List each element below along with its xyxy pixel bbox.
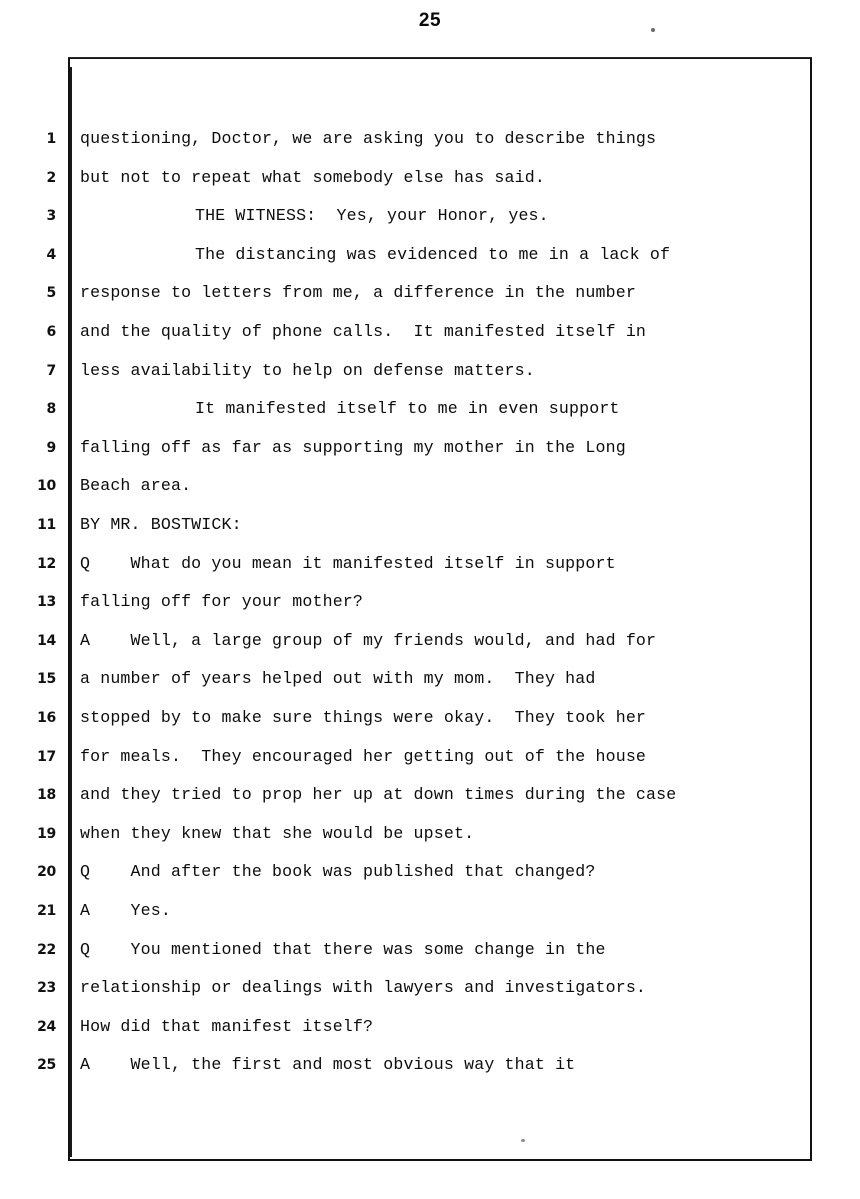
line-number: 5 bbox=[46, 285, 56, 302]
line-number: 13 bbox=[37, 594, 56, 611]
line-number: 6 bbox=[46, 324, 56, 340]
transcript-line: less availability to help on defense matters. bbox=[80, 360, 535, 380]
line-number: 23 bbox=[37, 980, 56, 997]
transcript-line: BY MR. BOSTWICK: bbox=[80, 515, 242, 534]
transcript-line: questioning, Doctor, we are asking you to describe things bbox=[80, 129, 657, 148]
line-number: 9 bbox=[46, 439, 56, 456]
transcript-line: falling off as far as supporting my mother in the Long bbox=[80, 437, 626, 457]
transcript-line: A Yes. bbox=[80, 901, 171, 920]
line-number: 21 bbox=[37, 903, 56, 919]
line-number: 17 bbox=[37, 748, 56, 765]
transcript-line: Q And after the book was published that changed? bbox=[80, 862, 596, 882]
page-number: 25 bbox=[418, 10, 442, 31]
transcript-line: a number of years helped out with my mom. They had bbox=[80, 669, 596, 689]
line-number: 14 bbox=[37, 632, 56, 649]
transcript-line: for meals. They encouraged her getting out of the house bbox=[80, 746, 647, 766]
transcript-line: when they knew that she would be upset. bbox=[80, 823, 475, 843]
line-number: 18 bbox=[37, 787, 56, 804]
transcript-line: Beach area. bbox=[80, 476, 192, 496]
transcript-line: and the quality of phone calls. It manifested itself in bbox=[80, 322, 647, 341]
line-number: 11 bbox=[37, 517, 56, 533]
line-number: 24 bbox=[37, 1018, 56, 1035]
line-number: 8 bbox=[46, 401, 56, 418]
transcript-line: Q What do you mean it manifested itself in support bbox=[80, 553, 616, 573]
transcript-line: The distancing was evidenced to me in a lack of bbox=[195, 244, 671, 264]
transcript-line: response to letters from me, a difference in the number bbox=[80, 283, 636, 303]
line-number: 10 bbox=[37, 478, 56, 495]
transcript-line: stopped by to make sure things were okay. They took her bbox=[80, 708, 647, 727]
line-number: 1 bbox=[46, 131, 56, 147]
transcript-line: relationship or dealings with lawyers and investigators. bbox=[80, 978, 647, 998]
transcript-line: and they tried to prop her up at down times during the case bbox=[80, 785, 677, 805]
transcript-line: Q You mentioned that there was some change in the bbox=[80, 939, 606, 959]
line-number: 16 bbox=[37, 710, 56, 726]
line-number: 19 bbox=[37, 825, 56, 842]
line-number: 15 bbox=[37, 671, 56, 688]
line-number-margin-rule bbox=[70, 67, 72, 1157]
transcript-line: It manifested itself to me in even support bbox=[195, 399, 620, 419]
scan-speck-top-right bbox=[651, 28, 655, 32]
line-number: 2 bbox=[46, 169, 56, 186]
transcript-line: A Well, a large group of my friends would, and had for bbox=[80, 630, 657, 650]
line-number: 7 bbox=[46, 362, 56, 379]
line-number: 22 bbox=[37, 941, 56, 958]
transcript-line: How did that manifest itself? bbox=[80, 1016, 374, 1036]
line-number: 4 bbox=[46, 246, 56, 263]
transcript-line: falling off for your mother? bbox=[80, 592, 364, 612]
transcript-line: THE WITNESS: Yes, your Honor, yes. bbox=[195, 206, 549, 226]
transcript-line: but not to repeat what somebody else has said. bbox=[80, 167, 545, 187]
line-number: 20 bbox=[37, 864, 56, 881]
line-number: 12 bbox=[37, 555, 56, 572]
line-number: 25 bbox=[37, 1057, 56, 1074]
transcript-line: A Well, the first and most obvious way that it bbox=[80, 1055, 576, 1075]
line-number: 3 bbox=[46, 208, 56, 225]
